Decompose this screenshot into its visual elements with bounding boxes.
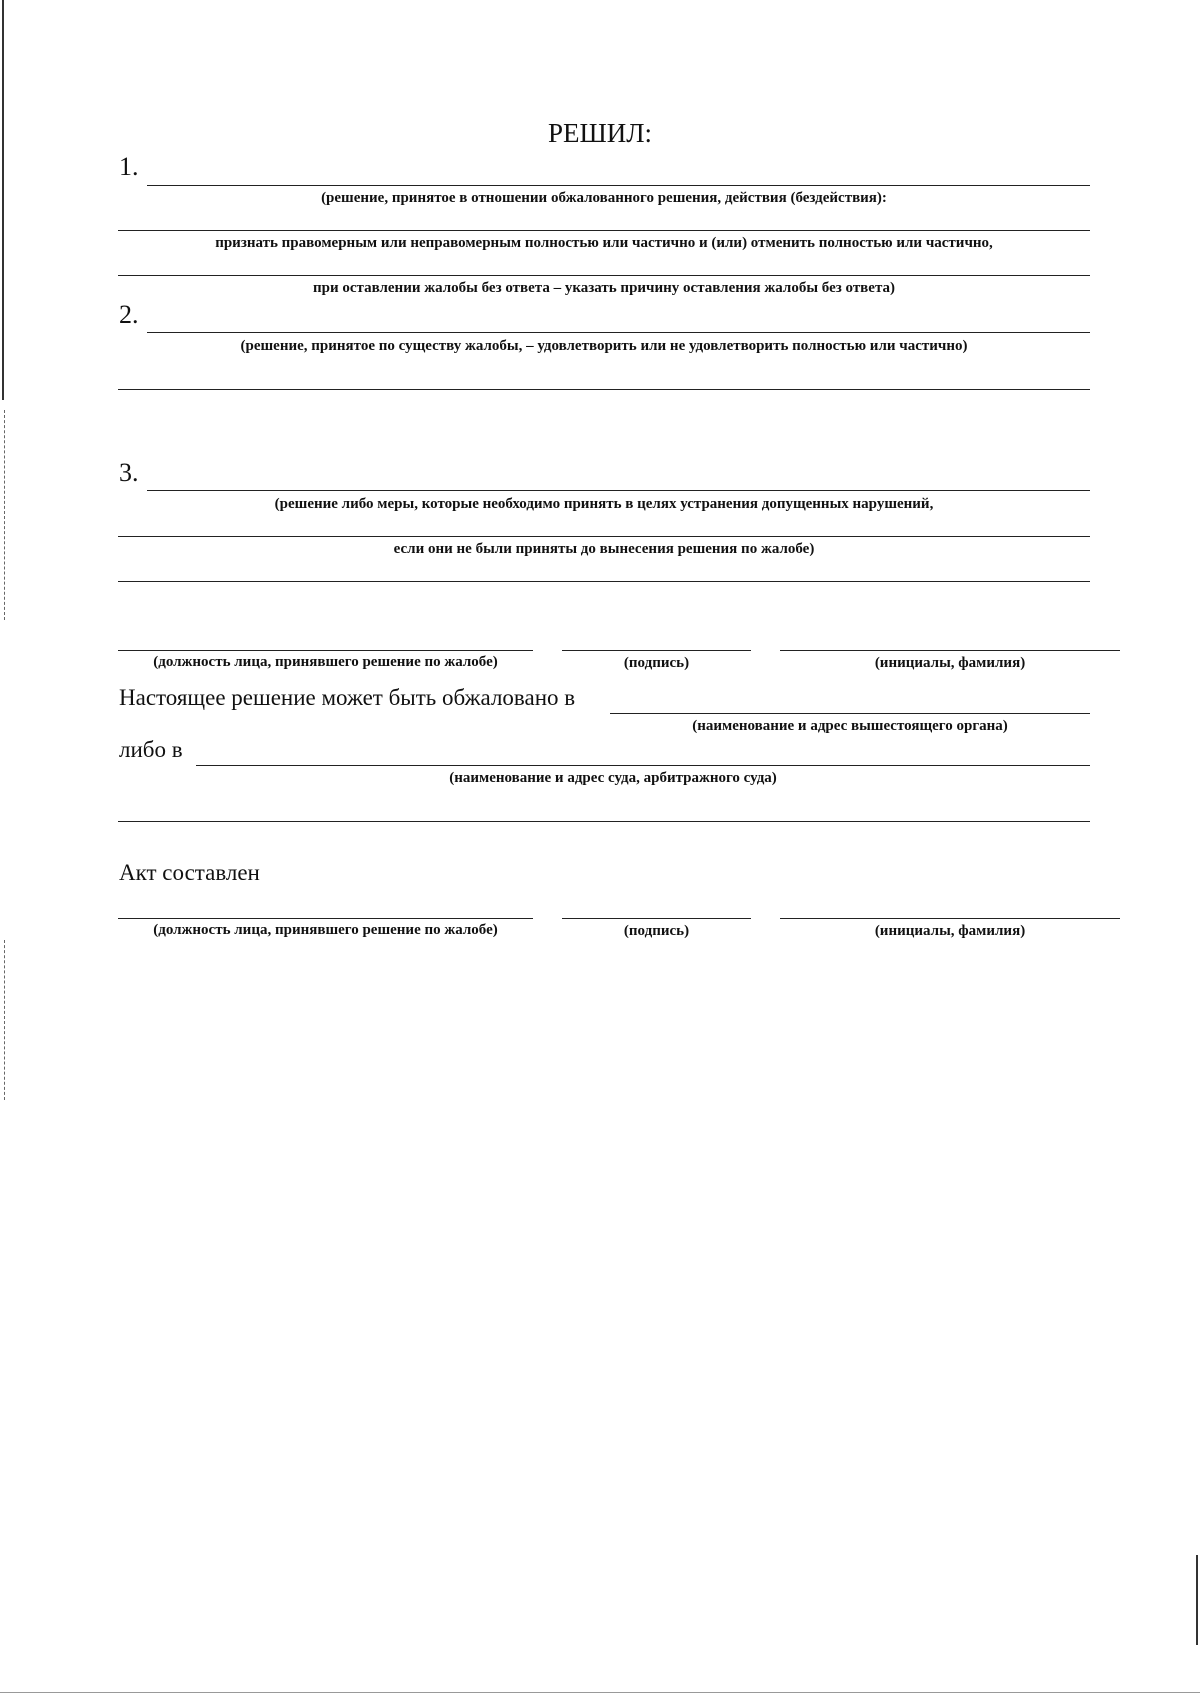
item-2-line-2 (118, 389, 1090, 390)
scan-left-dots-2 (4, 940, 5, 1100)
signature-2-name-line (780, 918, 1120, 919)
appeal-court-line (196, 765, 1090, 766)
item-2-number: 2. (119, 300, 139, 329)
scan-left-edge (2, 0, 4, 400)
signature-2-sign-line (562, 918, 751, 919)
appeal-court-caption: (наименование и адрес суда, арбитражного суда) (449, 770, 777, 786)
appeal-or-text: либо в (119, 737, 183, 762)
act-text: Акт составлен (119, 860, 260, 885)
signature-2-sign-caption: (подпись) (623, 923, 690, 939)
item-2-caption-1: (решение, принятое по существу жалобы, – удовлетворить или не удовлетворить полностью или частично) (240, 338, 968, 354)
item-3-caption-1: (решение либо меры, которые необходимо принять в целях устранения допущенных нарушений, (274, 496, 934, 512)
item-3-number: 3. (119, 458, 139, 487)
item-1-caption-2: признать правомерным или неправомерным полностью или частично и (или) отменить полностью или частично, (215, 235, 993, 251)
item-3-line-3 (118, 581, 1090, 582)
signature-1-name-line (780, 650, 1120, 651)
signature-2-position-line (118, 918, 533, 919)
item-1-line-2 (118, 230, 1090, 231)
item-1-number: 1. (119, 152, 139, 181)
appeal-authority-line (610, 713, 1090, 714)
signature-1-position-line (118, 650, 533, 651)
item-3-line-2 (118, 536, 1090, 537)
item-2-line-1 (147, 332, 1090, 333)
appeal-authority-caption: (наименование и адрес вышестоящего органа) (692, 718, 1008, 734)
signature-1-position-caption: (должность лица, принявшего решение по жалобе) (153, 654, 498, 670)
item-1-line-1 (147, 185, 1090, 186)
signature-1-sign-caption: (подпись) (623, 655, 690, 671)
item-3-line-1 (147, 490, 1090, 491)
item-1-caption-3: при оставлении жалобы без ответа – указать причину оставления жалобы без ответа) (312, 280, 895, 296)
item-1-caption-1: (решение, принятое в отношении обжалованного решения, действия (бездействия): (321, 190, 887, 206)
page-title: РЕШИЛ: (547, 118, 653, 148)
appeal-text: Настоящее решение может быть обжаловано в (119, 685, 576, 710)
signature-1-name-caption: (инициалы, фамилия) (874, 655, 1026, 671)
signature-2-name-caption: (инициалы, фамилия) (874, 923, 1026, 939)
scan-right-edge (1196, 1555, 1198, 1645)
item-3-caption-2: если они не были приняты до вынесения решения по жалобе) (393, 541, 815, 557)
scan-bottom-edge (0, 1692, 1200, 1693)
appeal-extra-line (118, 821, 1090, 822)
scan-left-dots (4, 410, 5, 620)
signature-1-sign-line (562, 650, 751, 651)
item-1-line-3 (118, 275, 1090, 276)
signature-2-position-caption: (должность лица, принявшего решение по жалобе) (153, 922, 498, 938)
